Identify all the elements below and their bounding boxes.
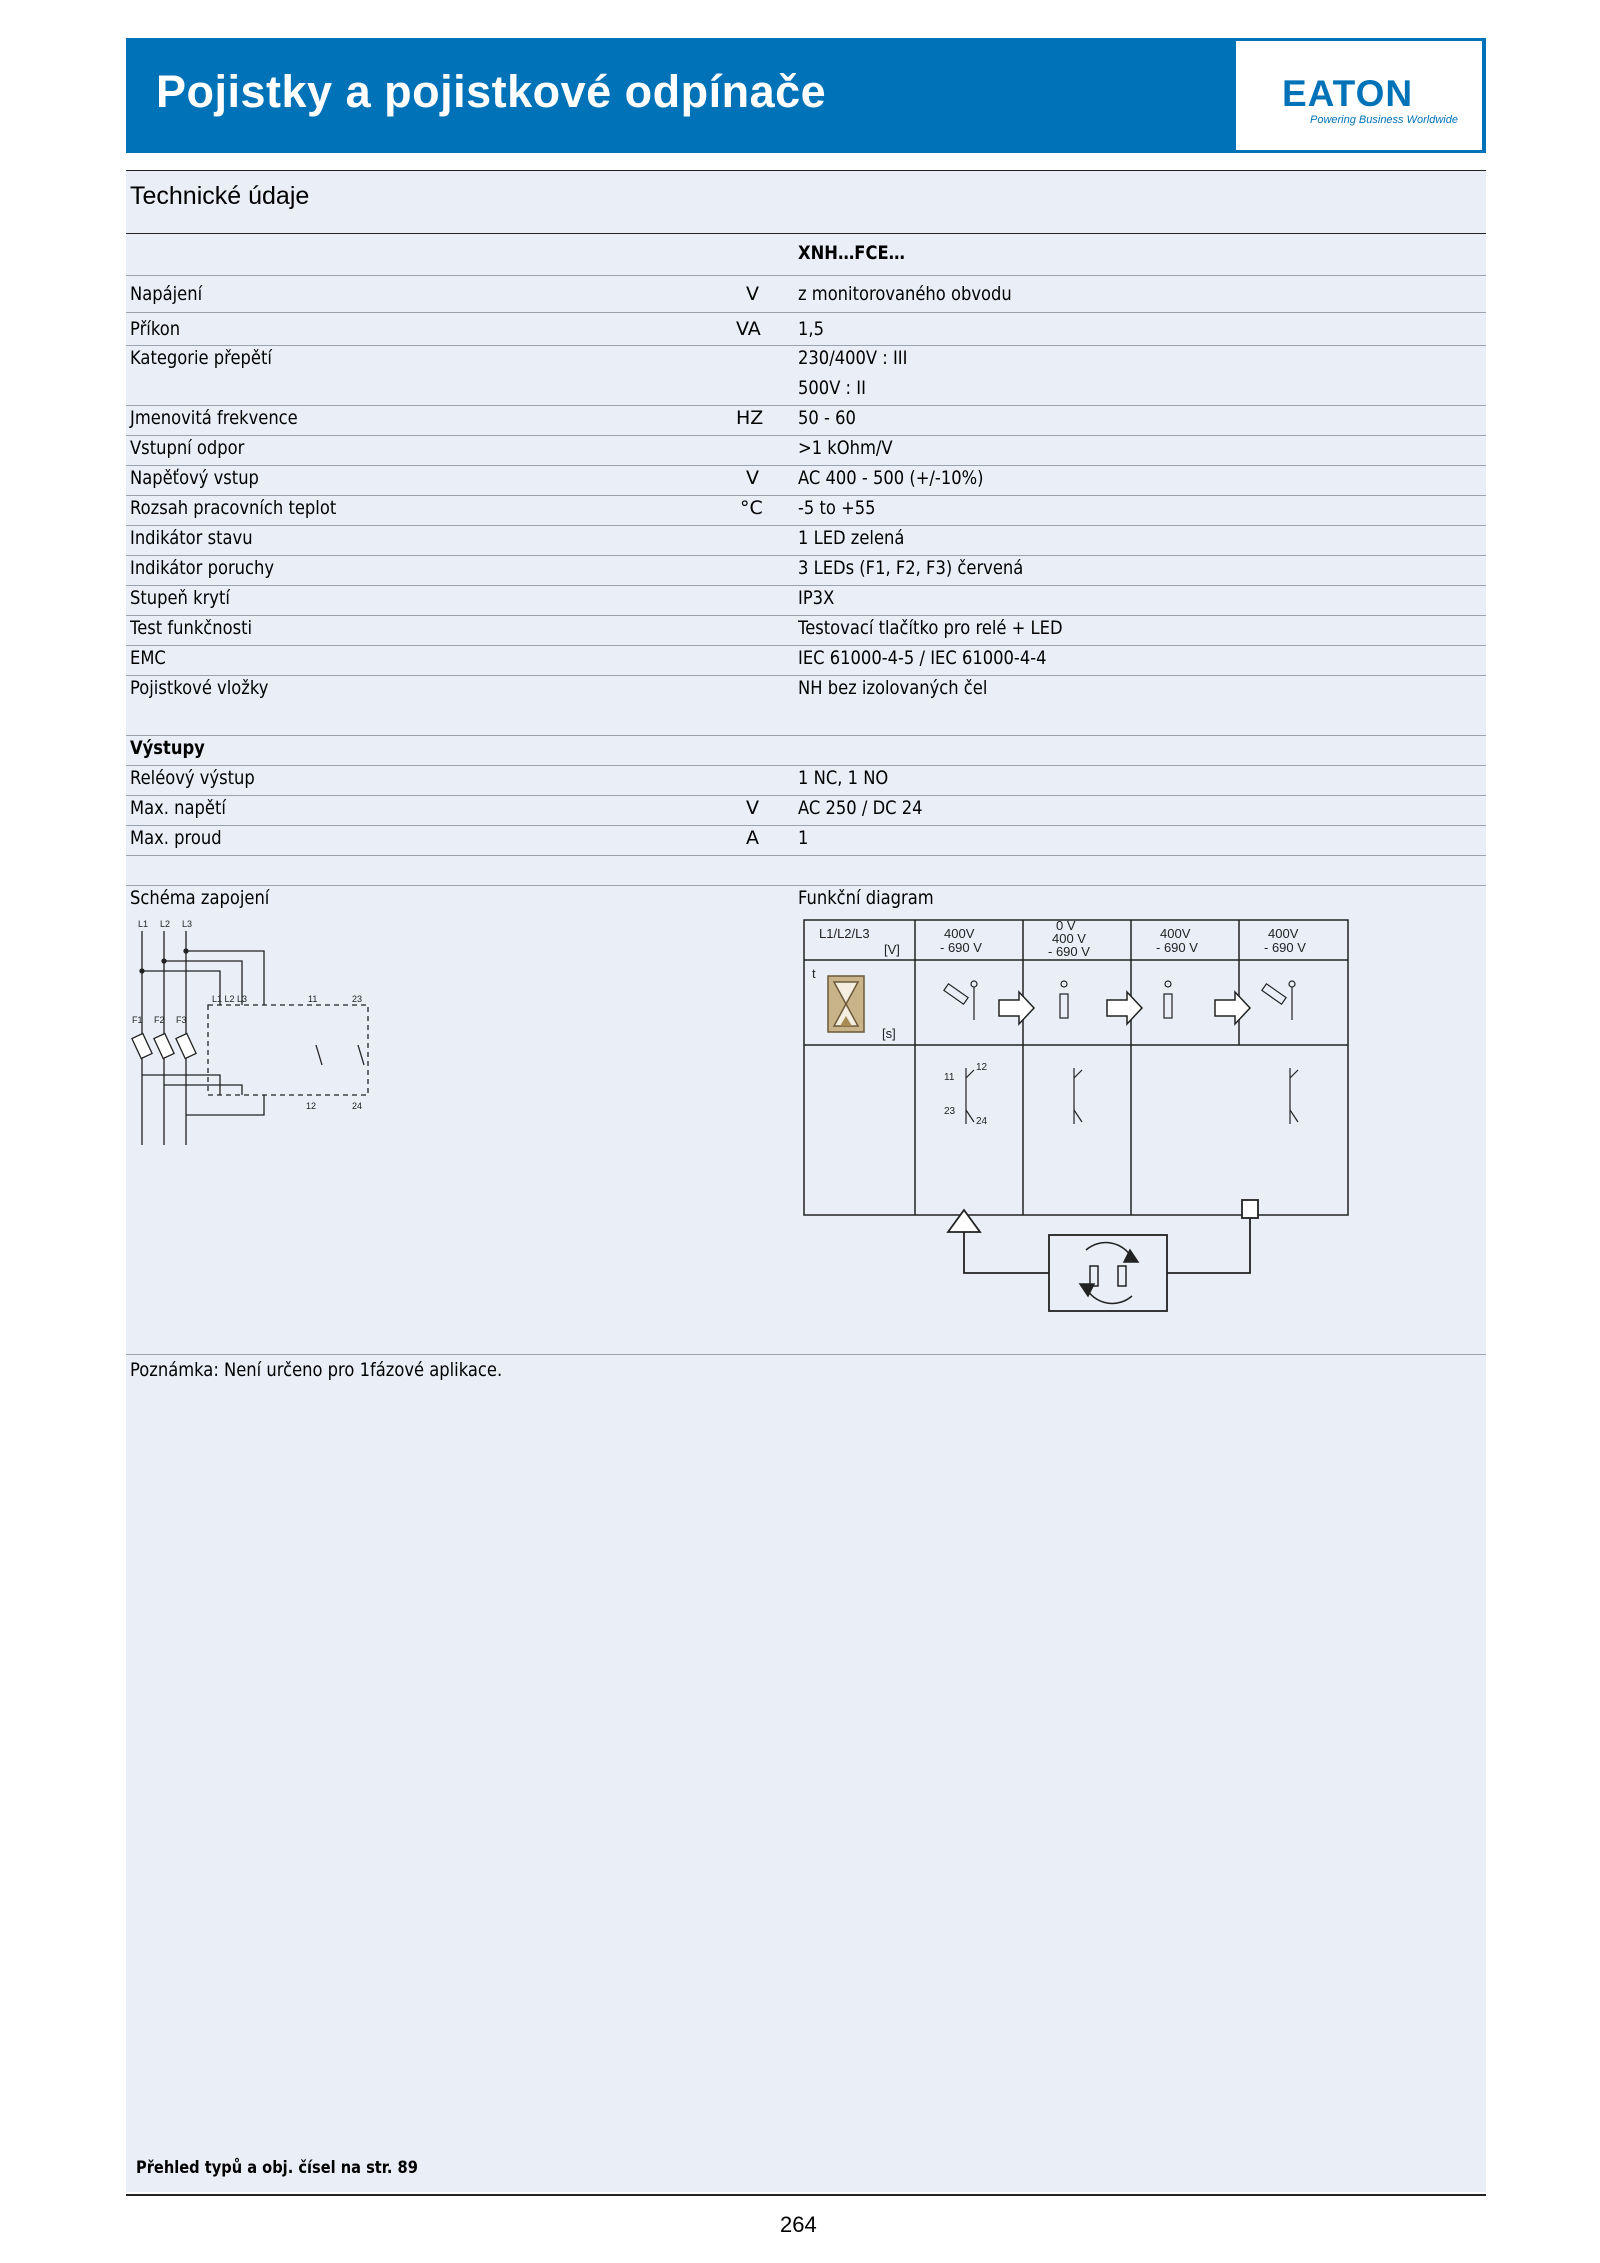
spec-unit: HZ	[736, 407, 764, 429]
eaton-logo	[1236, 41, 1482, 150]
spec-unit: V	[746, 467, 759, 489]
term-11: 11	[308, 994, 318, 1004]
spec-value: 1 LED zelená	[798, 527, 905, 549]
divider	[126, 735, 1486, 736]
label-f3: F3	[176, 1015, 187, 1025]
footer-note: Přehled typů a obj. čísel na str. 89	[136, 2158, 418, 2178]
divider	[126, 465, 1486, 466]
outputs-heading: Výstupy	[130, 737, 205, 759]
wiring-diagram	[130, 915, 400, 1155]
divider	[126, 312, 1486, 313]
divider	[126, 1354, 1486, 1355]
time-label: t	[812, 966, 816, 981]
cycle-icon	[1080, 1243, 1138, 1304]
divider	[126, 645, 1486, 646]
spec-value: AC 400 - 500 (+/-10%)	[798, 467, 984, 489]
col2-voltage: 400 V	[1052, 931, 1086, 946]
product-header: XNH…FCE…	[798, 242, 905, 264]
output-unit: A	[746, 827, 759, 849]
term-23: 23	[352, 994, 363, 1004]
divider	[126, 885, 1486, 886]
spec-label: Indikátor stavu	[130, 527, 253, 549]
divider	[126, 675, 1486, 676]
function-diagram-title: Funkční diagram	[798, 887, 934, 909]
spec-value: -5 to +55	[798, 497, 876, 519]
header-banner	[126, 38, 1486, 153]
col3-voltage: 400V	[1160, 926, 1191, 941]
label-f2: F2	[154, 1015, 165, 1025]
output-label: Reléový výstup	[130, 767, 255, 789]
spec-label: Příkon	[130, 318, 181, 340]
output-value: 1 NC, 1 NO	[798, 767, 889, 789]
spec-value: 1,5	[798, 318, 824, 340]
spec-value: 3 LEDs (F1, F2, F3) červená	[798, 557, 1024, 579]
col4-range: - 690 V	[1264, 940, 1306, 955]
spec-label: Stupeň krytí	[130, 587, 230, 609]
contact-12: 12	[976, 1062, 988, 1073]
spec-value: IEC 61000-4-5 / IEC 61000-4-4	[798, 647, 1047, 669]
divider	[126, 233, 1486, 234]
term-12: 12	[306, 1101, 317, 1111]
function-diagram	[794, 910, 1354, 1320]
divider	[126, 495, 1486, 496]
spec-value: NH bez izolovaných čel	[798, 677, 988, 699]
spec-unit: V	[746, 283, 759, 305]
spec-value: IP3X	[798, 587, 835, 609]
col1-range: - 690 V	[940, 940, 982, 955]
divider	[126, 765, 1486, 766]
output-value: AC 250 / DC 24	[798, 797, 923, 819]
output-label: Max. proud	[130, 827, 222, 849]
spec-label: Kategorie přepětí	[130, 347, 272, 369]
hourglass-icon	[828, 976, 864, 1032]
divider	[126, 275, 1486, 276]
spec-value: 230/400V : III	[798, 347, 908, 369]
spec-label: Napájení	[130, 283, 203, 305]
spec-unit: °C	[740, 497, 763, 519]
label-l1: L1	[138, 919, 149, 929]
page-title: Pojistky a pojistkové odpínače	[156, 66, 827, 117]
spec-label: Indikátor poruchy	[130, 557, 275, 579]
divider	[126, 615, 1486, 616]
label-l3: L3	[182, 919, 193, 929]
col2-zero: 0 V	[1056, 918, 1076, 933]
spec-label: Jmenovitá frekvence	[130, 407, 298, 429]
spec-unit: VA	[736, 318, 761, 340]
divider	[126, 170, 1486, 171]
spec-label: Vstupní odpor	[130, 437, 245, 459]
page-number: 264	[780, 2212, 817, 2237]
note-text: Poznámka: Není určeno pro 1fázové aplikace.	[130, 1359, 503, 1381]
output-unit: V	[746, 797, 759, 819]
col2-range: - 690 V	[1048, 944, 1090, 959]
spec-label: Napěťový vstup	[130, 467, 259, 489]
logo-text: EATON	[1282, 73, 1414, 114]
col1-voltage: 400V	[944, 926, 975, 941]
wiring-diagram-title: Schéma zapojení	[130, 887, 270, 909]
output-label: Max. napětí	[130, 797, 226, 819]
contact-23: 23	[944, 1106, 956, 1117]
spec-label: Pojistkové vložky	[130, 677, 269, 699]
arrow-right-icon	[999, 992, 1250, 1024]
footer-divider	[126, 2194, 1486, 2196]
divider	[126, 345, 1486, 346]
col3-range: - 690 V	[1156, 940, 1198, 955]
spec-value: Testovací tlačítko pro relé + LED	[798, 617, 1063, 639]
time-unit: [s]	[882, 1026, 896, 1041]
logo-tagline: Powering Business Worldwide	[1310, 114, 1458, 126]
contact-11: 11	[944, 1072, 955, 1083]
relay-contact-icon	[966, 1068, 1298, 1124]
divider	[126, 405, 1486, 406]
divider	[126, 555, 1486, 556]
divider	[126, 795, 1486, 796]
spec-label: EMC	[130, 647, 166, 669]
divider	[126, 855, 1486, 856]
divider	[126, 825, 1486, 826]
divider	[126, 585, 1486, 586]
term-24: 24	[352, 1101, 363, 1111]
output-value: 1	[798, 827, 809, 849]
content-area	[126, 170, 1486, 2192]
spec-value: 50 - 60	[798, 407, 856, 429]
spec-value: >1 kOhm/V	[798, 437, 893, 459]
spec-value-2: 500V : II	[798, 377, 866, 399]
label-l2: L2	[160, 919, 171, 929]
divider	[126, 525, 1486, 526]
col-header-phases: L1/L2/L3	[819, 926, 870, 941]
spec-value: z monitorovaného obvodu	[798, 283, 1012, 305]
contact-24: 24	[976, 1116, 988, 1127]
label-f1: F1	[132, 1015, 143, 1025]
col-header-unit: [V]	[884, 942, 900, 957]
col4-voltage: 400V	[1268, 926, 1299, 941]
section-title: Technické údaje	[130, 182, 310, 210]
spec-label: Rozsah pracovních teplot	[130, 497, 337, 519]
divider	[126, 435, 1486, 436]
spec-label: Test funkčnosti	[130, 617, 253, 639]
svg-text:L1 L2 L3: L1 L2 L3	[212, 994, 248, 1004]
